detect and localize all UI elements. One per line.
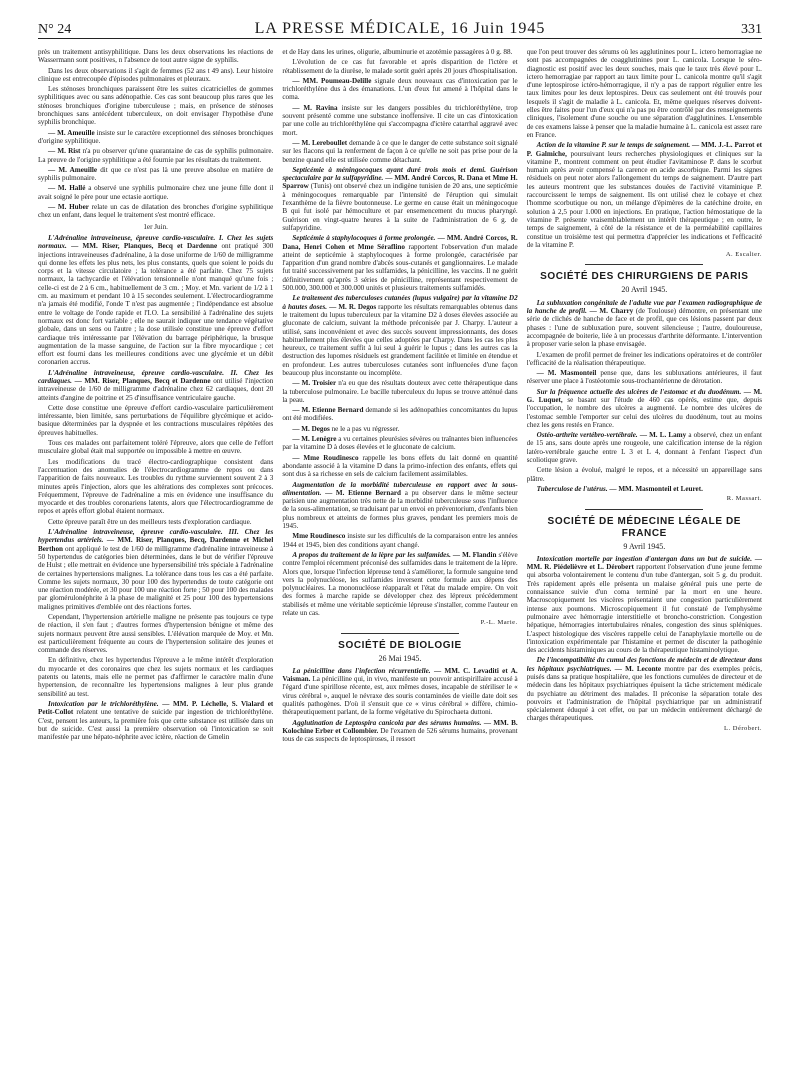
- author-names: — M. Leconte: [611, 664, 662, 673]
- author-signature: P.-L. Marie.: [480, 619, 518, 627]
- author-names: — Mme Roudinesco: [292, 453, 359, 462]
- paragraph-text: L'évolution de ce cas fut favorable et après disparition de l'ictère et rétablissement de la diurèse, le malade sortit guéri après 20 jours d'hospitalisation.: [282, 58, 518, 75]
- paragraph: [38, 67, 273, 84]
- paragraph-text: montre par des exemples précis, puisés dans sa pratique hospitalière, que les fonctions cumulées de directeur et de médecin dans les hôpitaux psychiatriques épuisent la tâche strictement médicale du psychiatre au détriment des malades. Il préconise la séparation totale des pouvoirs et l'administration de l'hôpital psychiatrique par un administratif spécialement éduqué à cet effet, ou par un médecin entièrement déchargé de charges thérapeutiques.: [526, 664, 762, 723]
- paper-title: A propos du traitement de la lèpre par les sulfamides.: [292, 550, 451, 559]
- paragraph: [282, 425, 517, 433]
- author-names: — M. L. Lamy: [637, 431, 687, 440]
- paragraph-text: ont utilisé l'injection intraveineuse de 1/60 de milligramme d'adrénaline chez 62 cardiaques, dont 20 atteints d'angine de poitrine et 25 d'insuffisance ventriculaire gauche.: [38, 376, 274, 402]
- paragraph-text: rapportent l'observation d'un malade atteint de septicémie à staphylocoques à forme prolongée, caractérisée par l'apparition d'un grand nombre d'abcès sous-cutanés et ganglionnaires. Le malade fut traité successivement par les sulfamides, la pénicilline, les vaccins. Il ne guérit définitivement qu'après 3 séries de pénicilline, représentant respectivement de 500.000, 300.000 et 300.000 unités et plusieurs traitements sulfamidés.: [282, 242, 518, 293]
- paragraph-text: Les sténoses bronchiques paraissent être les suites cicatricielles de gommes syphilitiques avec ou sans adénopathie. Ces cas sont beaucoup plus rares que les sténoses bronchiques d'origine tuberculeuse ; mais, en présence de sténoses bronchiques sans antécédent tuberculeux, on doit envisager l'hypothèse d'une syphilis bronchique.: [38, 85, 274, 127]
- paragraph: [282, 234, 517, 292]
- author-names: — MM. P. Léchelle, S. Vialard et Petit-Collot: [38, 699, 274, 717]
- paragraph: [38, 48, 273, 65]
- author-names: — MM. R. Piédelièvre et L. Dérobert: [526, 554, 762, 572]
- paragraph-text: L'examen de profil permet de freiner les indications opératoires et de contrôler l'efficacité de la réalisation thérapeutique.: [526, 350, 762, 367]
- section-rule: [341, 633, 459, 634]
- paragraph-text: Les modifications du tracé électro-cardiographique consistent dans l'accentuation des anomalies de l'électrocardiogramme de repos ou dans l'apparition de faits nouveaux. Les troubles du rythme surviennent souvent 2 à 3 minutes après l'injection, alors que les altérations des complexes sont précoces. Fréquemment, l'épreuve de l'adrénaline a mis en évidence une insuffisance du myocarde et des troubles coronariens latents, alors que l'électrocardiogramme de repos et après effort global étaient normaux.: [38, 457, 274, 516]
- paper-title: Intoxication mortelle par ingestion d'antergan dans un but de suicide.: [536, 554, 752, 563]
- paragraph-text: (de Toulouse) démontre, en présentant une série de clichés de hanche de face et de profil, que ces lésions passent par deux phases : l'une de subluxation pure, souvent silencieuse ; l'autre, douloureuse, accompagnée de boiterie, liée à un processus d'arthrite déformante. L'intervention à proposer varie selon la phase envisagée.: [526, 307, 762, 349]
- author-names: — M. Ravina: [292, 103, 338, 112]
- paragraph: [38, 166, 273, 183]
- paragraph-text: La pénicilline qui, in vivo, manifeste un pouvoir antispirillaire accusé à l'égard d'une spirillose récente, est, aux mêmes doses, incapable de stériliser le « virus cérébral », auquel le névraxe des souris contaminées de vieille date doit ses qualités pathogènes. D'où il s'ensuit que ce « virus cérébral » diffère, chimio-thérapeutiquement parlant, de la forme végétative du Spirochaeta duttoni.: [282, 675, 518, 717]
- paragraph: [527, 141, 762, 249]
- paper-title: La subluxation congénitale de l'adulte vue par l'examen radiographique de la hanche de profil.: [526, 298, 762, 316]
- paragraph: [282, 48, 517, 56]
- paragraph-text: ont pratiqué 300 injections intraveineuses d'adrénaline, à la dose uniforme de 1/60 de milligramme qui donne les effets les plus nets, les plus constants, quels que soient le poids du corps et la vitesse circulatoire ; la tolérance a été parfaite. Chez 75 sujets normaux, la tachycardie et l'élévation tensionnelle n'ont manqué qu'une fois ; celle-ci est de 2 à 6 cm., habituellement de 3 cm. ; Moy. et Mn. varient de 1/2 à 1 cm. au maximum et pendant 10 à 15 secondes seulement. L'électrocardiogramme n'a jamais été modifié, l'onde T n'est pas augmentée ; l'indépendance est absolue entre le voltage de l'onde rapide et l'I.O. La sensibilité à l'adrénaline des sujets normaux est donc fort variable ; elle ne saurait indiquer une tendance végétative globale, dans un sens ou l'autre ; la dose utilisée constitue une épreuve d'effort cardiaque très intéressante par l'élévation du barrage périphérique, la brusque augmentation de la masse sanguine, de l'action sur la fibre myocardique ; cet effort est fourni dans les meilleures conditions avec une glycémie et un débit coronarien accrus.: [38, 242, 274, 367]
- paragraph: [282, 667, 517, 717]
- paragraph-text: rappelle les bons effets du lait donné en quantité abondante associé à la vitamine D dans la primo-infection des enfants, effets qui sont dus à sa richesse en sels de calcium facilement assimilables.: [282, 453, 518, 479]
- paper-title: Le traitement des tuberculoses cutanées (lupus vulgaire) par la vitamine D2 à hautes doses.: [282, 294, 518, 311]
- paragraph-text: a pu observer dans le même secteur parisien une augmentation très nette de la morbidité tuberculeuse sous l'influence de la sous-alimentation, se traduisant par un envoi en préventorium, d'enfants bien plus nombreux et atteints de formes plus graves, pendant les premiers mois de 1945.: [282, 488, 518, 531]
- paragraph-text: relatent une tentative de suicide par ingestion de trichloréthylène. C'est, pensent les auteurs, la première fois que cette substance est utilisée dans un but de suicide. C'est aussi la première observation où l'intoxication se soit manifestée par une hépato-néphrite avec ictère, réaction de Gmelin: [38, 708, 274, 742]
- paragraph: [38, 129, 273, 146]
- session-date: 1er Juin.: [143, 222, 168, 231]
- author-names: — M. Rist: [48, 147, 81, 156]
- paragraph: [38, 439, 273, 456]
- paragraph-text: n'a pu observer qu'une quarantaine de cas de syphilis pulmonaire. La preuve de l'origine syphilitique a été fournie par les résultats du traitement.: [38, 147, 274, 164]
- paragraph: [38, 184, 273, 201]
- paragraph-text: Tous ces malades ont parfaitement toléré l'épreuve, alors que celle de l'effort musculaire global était mal supportée ou impossible à mettre en œuvre.: [38, 439, 274, 456]
- author-names: — M. Troisier: [292, 379, 337, 388]
- author-signature: A. Escalier.: [725, 251, 762, 259]
- paper-title: Ostéo-arthrite vertébro-vertébrale.: [536, 431, 638, 440]
- paper-title: L'Adrénaline intraveineuse, épreuve cardio-vasculaire. II. Chez les cardiaques.: [38, 368, 274, 385]
- column-2: [282, 48, 517, 1064]
- paragraph: [527, 369, 762, 386]
- paragraph-text: ont appliqué le test de 1/60 de milligramme d'adrénaline intraveineuse à 50 hypertendus de catégories bien déterminées, dans le but de vérifier l'épreuve de Hulst ; elle mettrait en évidence une hypersensibilité très spéciale à l'adrénaline de certaines hypertensions malignes. La tolérance dans tous les cas a été parfaite. Comme les sujets normaux, 30 pour 100 des hypertendus de toute catégorie ont une réaction modérée, et 30 pour 100 une réaction forte ; 50 pour 100 des malades par glomérulonéphrite à la phase de malignité et 25 pour 100 des hypertensions malignes primitives d'emblée ont des réactions fortes.: [38, 544, 274, 611]
- paper-title: Sur la fréquence actuelle des ulcères de l'estomac et du duodénum.: [536, 387, 742, 396]
- paragraph: [38, 147, 273, 164]
- paragraph-text: demande à ce que le danger de cette substance soit signalé sur les flacons qui la renferment de façon à ce qu'elle ne soit pas prise pour de la benzine quand elle est utilisée comme détachant.: [282, 138, 518, 164]
- author-signature: L. Dérobert.: [724, 724, 762, 732]
- paragraph: [38, 458, 273, 516]
- paragraph-text: insiste sur les difficultés de la comparaison entre les années 1944 et 1945, bien des conditions ayant changé.: [282, 532, 518, 549]
- session-date: 9 Avril 1945.: [623, 541, 666, 551]
- author-names: — MM. J.-L. Parrot et P. Galmiche,: [526, 141, 762, 158]
- section-heading: SOCIÉTÉ DES CHIRURGIENS DE PARIS: [540, 271, 749, 283]
- paragraph: [38, 656, 273, 697]
- section-rule: [585, 509, 703, 510]
- paragraph-text: ne le a pas vu régresser.: [329, 424, 400, 433]
- paper-title: L'Adrénaline intraveineuse, épreuve cardio-vasculaire. I. Chez les sujets normaux.: [38, 233, 274, 251]
- paragraph: [38, 203, 273, 220]
- paragraph: [282, 719, 517, 744]
- paragraph: [282, 454, 517, 479]
- paragraph: [282, 532, 517, 549]
- paragraph-text: De l'examen de 526 sérums humains, provenant tous de cas suspects de leptospiroses, il ressort: [282, 726, 518, 744]
- paragraph: [38, 700, 273, 741]
- paragraph: [527, 351, 762, 368]
- paragraph: [38, 404, 273, 437]
- author-names: — M. Charry: [586, 307, 634, 316]
- paper-title: Septicémie à méningocoques ayant duré trois mois et demi. Guérison spectaculaire par la sulfapyridine.: [282, 165, 518, 183]
- paragraph-text: Cette dose constitue une épreuve d'effort cardio-vasculaire particulièrement intéressante, bien limitée, sans perturbations de l'équilibre glycémique et acido-basique déterminées par la dyspnée et les contractions musculaires répétées des épreuves habituelles.: [38, 403, 274, 437]
- paragraph-text: et de Hay dans les urines, oligurie, albuminurie et azotémie passagères à 0 g. 88.: [282, 48, 513, 56]
- author-names: — M. Degos: [292, 424, 330, 433]
- paragraph-text: près un traitement antisyphilitique. Dans les deux observations les réactions de Wassermann sont positives, n l'absence de tout autre signe de syphilis.: [38, 48, 274, 65]
- paragraph: [282, 166, 517, 232]
- paragraph-text: pense que, dans les subluxations antérieures, il faut réserver une place à l'ostéotomie sous-trochantérienne de dérotation.: [526, 369, 762, 386]
- paragraph-text: a observé une syphilis pulmonaire chez une jeune fille dont il avait soigné le père pour une ectasie aortique.: [38, 184, 274, 201]
- paragraph-text: poursuivant leurs recherches physiologiques et cliniques sur la vitamine P., montrent comment on peut étudier l'avitaminose P. dans le scorbut humain après avoir compensé la carence en acide ascorbique. Parmi les signes résiduels on peut noter alors l'allongement du temps de saignement. D'autre part les auteurs montrent que les substances douées de l'activité vitaminique P. raccourcissent le temps de saignement. Ils ont utilisé chez le cobaye et chez l'homme scorbutique ou non, un mélange d'épimères de la catéchine droite, en solution à 2,5 pour 1.000 en injections. En pratique, l'action hémostatique de la vitamine P. présente vraisemblablement un intérêt thérapeutique ; en outre, le temps de saignement, à côté de la résistance et de la perméabilité capillaires constitue un troisième test qui permettra d'apprécier les indications et l'efficacité de la vitamine P.: [526, 149, 762, 249]
- column-1: [38, 48, 273, 1064]
- author-names: — M. Huber: [48, 203, 89, 212]
- paragraph: [38, 234, 273, 367]
- paragraph: [282, 77, 517, 102]
- page-header: [38, 12, 762, 39]
- paragraph-text: se basant sur l'étude de 460 cas opérés, estime que, depuis l'occupation, le nombre des ulcères a augmenté. Le nombre des ulcères de l'estomac semble l'emporter sur celui des ulcères du duodénum, tout au moins chez les gens restés en France.: [526, 395, 762, 429]
- author-names: — MM. Riser, Planques, Becq et Dardenne: [71, 376, 211, 385]
- paragraph: [38, 85, 273, 126]
- section-heading: SOCIÉTÉ DE MÉDECINE LÉGALE DE FRANCE: [547, 515, 742, 539]
- paragraph-text: a observé, chez un enfant de 15 ans, sans doute après une rougeole, une calcification intense de la région latéro-vertébrale gauche entre L 3 et L 4, donnant à l'enfant l'aspect d'un scoliotique grave.: [526, 431, 762, 465]
- author-names: — M. Etienne Bernard: [321, 488, 402, 497]
- paragraph: [527, 485, 762, 493]
- author-names: — MM. Masmonteil et Leuret.: [607, 484, 703, 493]
- section-rule: [585, 264, 703, 265]
- paragraph-text: En définitive, chez les hypertendus l'épreuve a le même intérêt d'exploration du myocarde et des coronaires que chez les sujets normaux et les cardiaques patents ou latents, mais elle ne permet pas d'affirmer le caractère malin d'une hypertension, de reconnaître les hypertensions malignes à leur plus grande sensibilité au test.: [38, 656, 274, 698]
- column-3: [527, 48, 762, 1064]
- paper-title: Agglutination de Leptospira canicola par des sérums humains.: [292, 718, 482, 727]
- paper-title: L'Adrénaline intraveineuse, épreuve cardio-vasculaire. III. Chez les hypertendus artériels.: [38, 528, 274, 545]
- page-number: 331: [741, 22, 762, 37]
- author-names: — MM. C. Levaditi et A. Vaisman.: [282, 666, 518, 684]
- paragraph: [527, 466, 762, 483]
- section-heading: SOCIÉTÉ DE BIOLOGIE: [338, 639, 462, 651]
- paper-title: Intoxication par le trichloréthylène.: [48, 699, 159, 708]
- paragraph: [282, 481, 517, 531]
- paragraph: [282, 58, 517, 75]
- author-names: — M. Masmonteil: [536, 369, 597, 378]
- author-names: — M. Ameuille: [48, 165, 98, 174]
- paragraph: [527, 656, 762, 722]
- paragraph: [282, 139, 517, 164]
- author-names: — MM. Riser, Planques, Becq et Dardenne: [66, 242, 218, 251]
- paragraph-text: a vu certaines pleurésies sévères ou traînantes bien influencées par la vitamine D à doses élevées et le gluconate de calcium.: [282, 435, 518, 452]
- author-names: — M. Lereboullet: [292, 138, 348, 147]
- paragraph-text: s'élève contre l'emploi récemment préconisé des sulfamides dans le traitement de la lèpre. Alors que, lorsque l'infection lépreuse tend à s'améliorer, la formule sanguine tend vers la polynucléose, les sulfamides inversent cette formule aux dépens des polynucléaires. La mononucléose réapparaît et l'état du malade empire. On voit des formes à marche rapide se développer chez des lépreux précédemment stabilisés et même une véritable septicémie lépreuse s'installer, comme l'auteur en relate un cas.: [282, 550, 518, 617]
- paper-title: Tuberculose de l'utérus.: [536, 484, 608, 493]
- paragraph-text: insiste sur le caractère exceptionnel des sténoses bronchiques d'origine syphilitique.: [38, 128, 274, 145]
- paragraph: [282, 379, 517, 404]
- paragraph: [527, 431, 762, 464]
- author-names: — M. G. Luquet,: [526, 387, 762, 404]
- paragraph: [38, 518, 273, 526]
- author-names: — MM. Poumeau-Delille: [292, 76, 372, 85]
- author-names: — MM. André Corcos, R. Dana et Mme H. Sparrow: [282, 174, 518, 191]
- paragraph: [527, 299, 762, 349]
- author-names: — M. Hallé: [48, 184, 86, 193]
- paragraph: [282, 104, 517, 137]
- author-names: — M. Lenègre: [292, 435, 337, 444]
- paragraph: [527, 555, 762, 655]
- paragraph-text: Cependant, l'hypertension artérielle maligne ne présente pas toujours ce type de réaction, il s'en faut ; d'autres formes d'hypertension bénigne et même des sujets normaux peuvent être aussi sensibles. L'élévation marquée de Moy. et Mn. est particulièrement fréquente au cours de l'hypertension solitaire des jeunes et commande des réserves.: [38, 613, 274, 655]
- paper-title: La pénicilline dans l'infection récurrentielle.: [292, 666, 431, 675]
- session-date: 26 Mai 1945.: [378, 653, 422, 663]
- author-names: — MM. B. Kolochine Erber et Collombier.: [282, 718, 518, 735]
- author-names: — M. R. Degos: [327, 302, 377, 311]
- paragraph-text: que l'on peut trouver des sérums où les agglutinines pour L. ictero hemorragiae ne sont pas accompagnées de coagglutinines pour L. canicola. Lorsque le séro-diagnostic est positif avec les deux souches, mais que le taux très élevé pour L. ictero hemorragiae par rapport au taux limite pour L. canicola montre qu'il s'agit d'une leptospirose ictéro-hémorragique, il n'y a pas de rapport régulier entre les taux limites pour les deux leptospires. Deux cas seulement ont été trouvés pour lesquels il s'agit de maladie à L. canicola. Et, même quelques réserves doivent-elles être faites pour l'un d'eux qui n'a pas pu être contrôlé par des renseignements cliniques, l'isolement d'une souche ou une séparation d'agglutinines. L'ensemble de ces examens laisse à penser que la maladie humaine à L. canicola est assez rare en France.: [526, 48, 762, 139]
- author-names: — MM. André Corcos, R. Dana, Henri Cohen et Mme Séraflino: [282, 234, 518, 251]
- journal-title: LA PRESSE MÉDICALE, 16 Juin 1945: [254, 20, 546, 37]
- author-signature: R. Massart.: [726, 495, 762, 503]
- paragraph-text: n'a eu que des résultats douteux avec cette thérapeutique dans la tuberculose pulmonaire. Le bacille tuberculeux du lupus se trouve atténué dans la peau.: [282, 379, 518, 404]
- paragraph-text: Cette épreuve paraît être un des meilleurs tests d'exploration cardiaque.: [48, 517, 252, 526]
- author-names: — M. Flandin: [450, 550, 497, 559]
- paragraph: [282, 406, 517, 423]
- article-columns: [38, 48, 762, 1064]
- paragraph-text: demande si les adénopathies concomitantes du lupus ont été modifiées.: [282, 406, 518, 423]
- paragraph-text: Cette lésion a évolué, malgré le repos, et a nécessité un appareillage sans plâtre.: [526, 466, 762, 483]
- paragraph: [38, 369, 273, 402]
- author-names: Mme Roudinesco: [292, 532, 346, 541]
- author-names: — MM. Riser, Planques, Becq, Dardenne et Michel Berthon: [38, 536, 274, 553]
- session-date: 20 Avril 1945.: [621, 285, 668, 295]
- paragraph-text: rapporte les résultats remarquables obtenus dans le traitement du lupus tuberculeux par la vitamine D2 à doses élevées associée au gluconate de calcium, suivant la méthode préconisée par J. Charpy. L'auteur a utilisé, sans inconvénient et avec des succès souvent impressionnants, des doses habituellement plus élevées que celles adoptées par Charpy. Dans les cas les plus heureux, ce traitement suffit à lui seul à guérir le lupus ; dans les autres cas la destruction des lupomes résiduels est grandement facilitée et limitée en étendue et en profondeur. Les autres tuberculoses cutanées sont influencées d'une façon beaucoup plus inconstante ou incomplète.: [282, 302, 518, 377]
- paragraph-text: (Tunis) ont observé chez un indigène tunisien de 20 ans, une septicémie à méningocoques remarquable par l'intensité de l'éruption qui simulait l'exanthème de la fièvre boutonneuse. Le germe en cause était un méningocoque B qui fut isolé par hémoculture et par ensemencement du mucus pharyngé. Guérison en vingt-quatre heures à la suite de l'administration de 6 g. de sulfapyridine.: [282, 182, 518, 232]
- paragraph: [527, 388, 762, 429]
- paragraph-text: dit que ce n'est pas là une preuve absolue en matière de syphilis pulmonaire.: [38, 165, 274, 183]
- author-names: — M. Etienne Bernard: [292, 406, 364, 415]
- paper-title: De l'incompatibilité du cumul des fonctions de médecin et de directeur dans les hôpitaux psychiatriques.: [526, 656, 762, 673]
- paper-title: Septicémie à staphylocoques à forme prolongée.: [292, 234, 436, 243]
- paper-title: Action de la vitamine P. sur le temps de saignement.: [536, 141, 691, 150]
- paragraph-text: Dans les deux observations il s'agit de femmes (52 ans t 49 ans). Leur histoire clinique est entrecoupée d'épisodes pulmonaires et pleuraux.: [38, 66, 274, 83]
- author-names: — M. Ameuille: [48, 128, 95, 137]
- paragraph: [38, 528, 273, 611]
- paragraph: [282, 435, 517, 452]
- paragraph: [282, 551, 517, 617]
- paragraph: [282, 294, 517, 377]
- paragraph: [527, 48, 762, 139]
- paragraph-text: rapportent l'observation d'une jeune femme qui absorba volontairement le contenu d'un tube d'antergan, soit 5 g. du produit. Très rapidement après elle présenta un malaise général puis une perte de connaissance suivie d'un coma terminé par la mort en une heure. Macroscopiquement les viscères présentaient une congestion particulièrement intense aux poumons. Microscopiquement il fut constaté de l'emphysème pulmonaire avec hémorragie interstitielle et broncho-constriction. Congestion hépatique, hémorragies intertubulaires rénales, congestion des sinus spléniques. L'aspect histologique des viscères rappelle celui de l'anaphylaxie mortelle ou de l'intoxication expérimentale par l'histamine et permet de discuter la pathogénie des accidents histaminiques au cours de la thérapeutique histaminolytique.: [526, 563, 762, 655]
- issue-number: N° 24: [38, 22, 72, 37]
- paragraph: [38, 613, 273, 654]
- paragraph-text: insiste sur les dangers possibles du trichloréthylène, trop souvent présenté comme une substance inoffensive. Il cite un cas d'intoxication par une colle au trichloréthylène qui s'accompagna d'ictère catarrhal aggravé avec mort.: [282, 103, 518, 137]
- paper-title: Augmentation de la morbidité tuberculeuse en rapport avec la sous-alimentation.: [282, 480, 518, 497]
- paragraph-text: signale deux nouveaux cas d'intoxication par le trichloréthylène dus à des émanations. L'un d'eux fut amené à l'hôpital dans le coma.: [282, 76, 518, 102]
- paragraph-text: relate un cas de dilatation des bronches d'origine syphilitique chez un enfant, dans lequel le traitement s'est montré efficace.: [38, 203, 274, 220]
